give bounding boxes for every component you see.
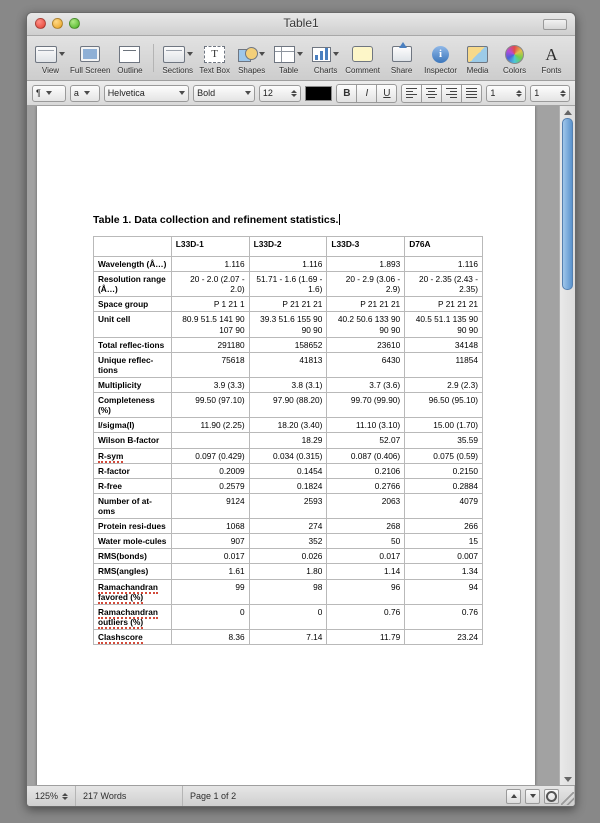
table-cell[interactable]: 8.36 bbox=[171, 629, 249, 644]
table-cell[interactable]: 18.29 bbox=[249, 433, 327, 448]
table-cell[interactable]: 907 bbox=[171, 534, 249, 549]
toolbar-label-inspector: Inspector bbox=[424, 66, 458, 75]
media-icon bbox=[467, 43, 488, 65]
toolbar-item-comment[interactable] bbox=[345, 41, 380, 75]
table-row-label bbox=[94, 448, 172, 463]
table-row-label: Wilson B-factor bbox=[94, 433, 172, 448]
toolbar-label-fonts: Fonts bbox=[541, 66, 562, 75]
align-left-button[interactable] bbox=[401, 84, 421, 103]
fullscreen-icon bbox=[80, 43, 100, 65]
sections-icon bbox=[163, 43, 193, 65]
gear-icon[interactable] bbox=[544, 789, 559, 804]
misspelled-word: R-sym bbox=[98, 450, 124, 461]
table-cell[interactable]: 0 bbox=[249, 604, 327, 629]
format-bar bbox=[27, 81, 575, 106]
stepper-icon[interactable] bbox=[291, 90, 297, 97]
window-title: Table1 bbox=[283, 16, 319, 30]
table-icon bbox=[274, 43, 303, 65]
line-spacing-value: 1 bbox=[490, 88, 496, 98]
chevron-down-icon bbox=[46, 91, 52, 95]
table-row-label: Space group bbox=[94, 297, 172, 312]
align-right-button[interactable] bbox=[441, 84, 461, 103]
table-header-row bbox=[94, 237, 483, 257]
toolbar-label-view: View bbox=[41, 66, 60, 75]
table-cell[interactable]: 274 bbox=[249, 519, 327, 534]
table-cell[interactable]: 23610 bbox=[327, 337, 405, 352]
columns-stepper-icon[interactable] bbox=[560, 90, 566, 97]
share-icon bbox=[392, 43, 412, 65]
table-cell[interactable]: 0.1824 bbox=[249, 478, 327, 493]
table-header-l33d-3: L33D-3 bbox=[327, 237, 405, 257]
toolbar-item-share[interactable] bbox=[384, 41, 419, 75]
text-style-buttons bbox=[336, 84, 397, 103]
toolbar-label-share: Share bbox=[390, 66, 413, 75]
table-row[interactable] bbox=[94, 534, 483, 549]
toolbar-label-comment: Comment bbox=[345, 66, 380, 75]
table-cell[interactable]: 1.34 bbox=[405, 564, 483, 579]
table-row-label: Water mole-cules bbox=[94, 534, 172, 549]
table-row[interactable] bbox=[94, 297, 483, 312]
table-cell[interactable]: 266 bbox=[405, 519, 483, 534]
table-row[interactable] bbox=[94, 579, 483, 604]
table-row-label bbox=[94, 604, 172, 629]
table-cell[interactable]: 3.9 (3.3) bbox=[171, 377, 249, 392]
chart-icon bbox=[312, 43, 339, 65]
table-cell[interactable]: 0.007 bbox=[405, 549, 483, 564]
scroll-down-arrow-icon[interactable] bbox=[560, 773, 575, 785]
table-row[interactable] bbox=[94, 272, 483, 297]
table-row-label: Protein resi-dues bbox=[94, 519, 172, 534]
document-area bbox=[27, 106, 575, 785]
table-row[interactable] bbox=[94, 549, 483, 564]
toolbar-toggle-button[interactable] bbox=[543, 19, 567, 30]
table-cell[interactable]: 2.9 (2.3) bbox=[405, 377, 483, 392]
page-title bbox=[93, 214, 340, 226]
text-cursor bbox=[339, 214, 340, 225]
toolbar-item-shapes[interactable] bbox=[234, 41, 269, 75]
underline-button[interactable]: U bbox=[376, 84, 397, 103]
table-row[interactable] bbox=[94, 418, 483, 433]
table-caption: Table 1. Data collection and refinement statistics. bbox=[93, 214, 339, 226]
table-cell[interactable]: 352 bbox=[249, 534, 327, 549]
table-cell[interactable]: 0.76 bbox=[405, 604, 483, 629]
table-cell[interactable]: 15 bbox=[405, 534, 483, 549]
paragraph-style-menu[interactable] bbox=[32, 85, 66, 102]
table-row[interactable] bbox=[94, 564, 483, 579]
color-wheel-icon bbox=[505, 43, 524, 65]
shapes-icon bbox=[238, 43, 265, 65]
chevron-down-icon-4 bbox=[245, 91, 251, 95]
table-row-label: Total reflec-tions bbox=[94, 337, 172, 352]
table-cell[interactable]: 0.017 bbox=[327, 549, 405, 564]
line-spacing-stepper[interactable] bbox=[486, 85, 526, 102]
table-cell[interactable]: 35.59 bbox=[405, 433, 483, 448]
toolbar-label-full-screen: Full Screen bbox=[69, 66, 111, 75]
toolbar-label-table: Table bbox=[279, 66, 299, 75]
align-justify-button[interactable] bbox=[461, 84, 482, 103]
font-family-value: Helvetica bbox=[107, 88, 145, 98]
table-cell[interactable]: P 21 21 21 bbox=[405, 297, 483, 312]
table-cell[interactable]: P 1 21 1 bbox=[171, 297, 249, 312]
italic-button[interactable]: I bbox=[356, 84, 376, 103]
misspelled-word: Ramachandran favored (%) bbox=[98, 581, 158, 602]
table-cell[interactable]: 34148 bbox=[405, 337, 483, 352]
table-cell[interactable]: 291180 bbox=[171, 337, 249, 352]
table-cell[interactable]: 40.5 51.1 135 90 90 90 bbox=[405, 312, 483, 337]
toolbar-label-outline: Outline bbox=[117, 66, 143, 75]
table-cell[interactable]: 39.3 51.6 155 90 90 90 bbox=[249, 312, 327, 337]
zoom-stepper-icon[interactable] bbox=[62, 793, 68, 800]
table-cell[interactable]: 0.034 (0.315) bbox=[249, 448, 327, 463]
next-page-button[interactable] bbox=[525, 789, 540, 804]
table-cell[interactable]: 158652 bbox=[249, 337, 327, 352]
table-row[interactable] bbox=[94, 478, 483, 493]
page-navigation bbox=[506, 789, 567, 804]
page-scroll-region[interactable] bbox=[27, 106, 559, 785]
table-cell[interactable]: 40.2 50.6 133 90 90 90 bbox=[327, 312, 405, 337]
page-indicator bbox=[183, 786, 575, 806]
text-color-swatch[interactable] bbox=[305, 86, 333, 101]
table-cell[interactable] bbox=[171, 433, 249, 448]
page-indicator-value: Page 1 of 2 bbox=[190, 791, 237, 801]
bold-button[interactable]: B bbox=[336, 84, 356, 103]
table-cell[interactable]: 15.00 (1.70) bbox=[405, 418, 483, 433]
table-cell[interactable]: 98 bbox=[249, 579, 327, 604]
toolbar-label-colors: Colors bbox=[502, 66, 527, 75]
scroll-up-arrow-icon[interactable] bbox=[560, 106, 575, 118]
table-cell[interactable]: 41813 bbox=[249, 352, 327, 377]
table-cell[interactable]: 1.893 bbox=[327, 257, 405, 272]
table-cell[interactable]: 0.2884 bbox=[405, 478, 483, 493]
table-header-l33d-2: L33D-2 bbox=[249, 237, 327, 257]
columns-stepper[interactable] bbox=[530, 85, 570, 102]
table-cell[interactable]: 1.116 bbox=[405, 257, 483, 272]
toolbar-item-table[interactable] bbox=[271, 41, 306, 75]
table-cell[interactable]: 2063 bbox=[327, 493, 405, 518]
table-cell[interactable]: 0.1454 bbox=[249, 463, 327, 478]
table-cell[interactable]: 96 bbox=[327, 579, 405, 604]
toolbar-item-outline[interactable] bbox=[112, 41, 147, 75]
toolbar-item-charts[interactable] bbox=[308, 41, 343, 75]
font-style-menu[interactable] bbox=[193, 85, 255, 102]
table-row-label bbox=[94, 629, 172, 644]
toolbar-item-sections[interactable] bbox=[160, 41, 195, 75]
table-body bbox=[94, 257, 483, 645]
table-cell[interactable]: 268 bbox=[327, 519, 405, 534]
zoom-value: 125% bbox=[35, 791, 59, 801]
fonts-icon: A bbox=[545, 44, 558, 64]
table-cell[interactable]: 2593 bbox=[249, 493, 327, 518]
table-cell[interactable]: 11.79 bbox=[327, 629, 405, 644]
table-cell[interactable]: 1.61 bbox=[171, 564, 249, 579]
table-cell[interactable]: 0.2150 bbox=[405, 463, 483, 478]
info-circle-icon: i bbox=[432, 43, 449, 65]
previous-page-button[interactable] bbox=[506, 789, 521, 804]
table-row[interactable] bbox=[94, 377, 483, 392]
table-row-label: Completeness (%) bbox=[94, 393, 172, 418]
chevron-down-icon-3 bbox=[179, 91, 185, 95]
table-row[interactable] bbox=[94, 393, 483, 418]
table-cell[interactable]: 1068 bbox=[171, 519, 249, 534]
table-cell[interactable]: 18.20 (3.40) bbox=[249, 418, 327, 433]
toolbar-item-fonts[interactable] bbox=[534, 41, 569, 75]
list-style-value: a bbox=[73, 88, 79, 98]
table-cell[interactable]: 4079 bbox=[405, 493, 483, 518]
table-cell[interactable]: 0.075 (0.59) bbox=[405, 448, 483, 463]
table-cell[interactable]: 0.026 bbox=[249, 549, 327, 564]
table-cell[interactable]: 75618 bbox=[171, 352, 249, 377]
table-row-label: I/sigma(I) bbox=[94, 418, 172, 433]
document-window bbox=[26, 12, 576, 807]
table-cell[interactable]: 0 bbox=[171, 604, 249, 629]
toolbar-item-text-box[interactable] bbox=[197, 41, 232, 75]
word-count-value: 217 Words bbox=[83, 791, 127, 801]
statistics-table[interactable] bbox=[93, 236, 483, 645]
table-row[interactable] bbox=[94, 433, 483, 448]
table-row[interactable] bbox=[94, 604, 483, 629]
table-cell[interactable]: 3.8 (3.1) bbox=[249, 377, 327, 392]
table-cell[interactable]: 94 bbox=[405, 579, 483, 604]
table-cell[interactable]: 1.14 bbox=[327, 564, 405, 579]
title-bar[interactable] bbox=[27, 13, 575, 36]
table-cell[interactable]: 0.2009 bbox=[171, 463, 249, 478]
table-cell[interactable]: 99 bbox=[171, 579, 249, 604]
table-cell[interactable]: 1.116 bbox=[249, 257, 327, 272]
table-row-label: RMS(bonds) bbox=[94, 549, 172, 564]
toolbar-item-colors[interactable] bbox=[497, 41, 532, 75]
table-cell[interactable]: 20 - 2.0 (2.07 - 2.0) bbox=[171, 272, 249, 297]
misspelled-word: Ramachandran outliers (%) bbox=[98, 606, 158, 627]
table-cell[interactable]: 9124 bbox=[171, 493, 249, 518]
table-row[interactable] bbox=[94, 337, 483, 352]
table-row[interactable] bbox=[94, 352, 483, 377]
table-cell[interactable]: 0.76 bbox=[327, 604, 405, 629]
table-cell[interactable]: 11.10 (3.10) bbox=[327, 418, 405, 433]
table-cell[interactable]: 0.2766 bbox=[327, 478, 405, 493]
table-row-label: R-free bbox=[94, 478, 172, 493]
font-style-value: Bold bbox=[197, 88, 216, 98]
table-cell[interactable]: 0.087 (0.406) bbox=[327, 448, 405, 463]
toolbar-label-media: Media bbox=[466, 66, 489, 75]
table-cell[interactable]: 11854 bbox=[405, 352, 483, 377]
table-cell[interactable]: 1.80 bbox=[249, 564, 327, 579]
table-row-label: RMS(angles) bbox=[94, 564, 172, 579]
columns-value: 1 bbox=[534, 88, 540, 98]
comment-icon bbox=[352, 43, 373, 65]
table-row-label: Wavelength (Å…) bbox=[94, 257, 172, 272]
table-cell[interactable]: 0.2106 bbox=[327, 463, 405, 478]
misspelled-word: Clashscore bbox=[98, 631, 143, 642]
font-size-value: 12 bbox=[262, 88, 273, 98]
align-center-button[interactable] bbox=[421, 84, 441, 103]
list-style-menu[interactable] bbox=[70, 85, 100, 102]
status-bar bbox=[27, 785, 575, 806]
table-cell[interactable]: 80.9 51.5 141 90 107 90 bbox=[171, 312, 249, 337]
table-cell[interactable]: 99.70 (99.90) bbox=[327, 393, 405, 418]
table-header-l33d-1: L33D-1 bbox=[171, 237, 249, 257]
table-row-label: Number of at-oms bbox=[94, 493, 172, 518]
toolbar-item-media[interactable] bbox=[460, 41, 495, 75]
table-row-label: Unit cell bbox=[94, 312, 172, 337]
table-cell[interactable]: 96.50 (95.10) bbox=[405, 393, 483, 418]
table-row-label: Resolution range (Å…) bbox=[94, 272, 172, 297]
table-cell[interactable]: 20 - 2.9 (3.06 - 2.9) bbox=[327, 272, 405, 297]
table-header-d76a: D76A bbox=[405, 237, 483, 257]
table-cell[interactable]: 0.2579 bbox=[171, 478, 249, 493]
zoom-control[interactable] bbox=[33, 786, 76, 806]
font-family-menu[interactable] bbox=[104, 85, 189, 102]
paragraph-style-value: ¶ bbox=[36, 88, 41, 98]
document-page[interactable] bbox=[37, 106, 535, 785]
toolbar-item-view[interactable] bbox=[33, 41, 68, 75]
toolbar-item-inspector[interactable] bbox=[423, 41, 458, 75]
table-header-corner bbox=[94, 237, 172, 257]
toolbar-label-sections: Sections bbox=[162, 66, 194, 75]
toolbar-label-shapes: Shapes bbox=[238, 66, 266, 75]
table-cell[interactable]: 0.097 (0.429) bbox=[171, 448, 249, 463]
table-row[interactable] bbox=[94, 519, 483, 534]
table-cell[interactable]: 7.14 bbox=[249, 629, 327, 644]
table-cell[interactable]: 6430 bbox=[327, 352, 405, 377]
font-size-stepper[interactable] bbox=[259, 85, 301, 102]
table-cell[interactable]: 11.90 (2.25) bbox=[171, 418, 249, 433]
toolbar-label-charts: Charts bbox=[313, 66, 338, 75]
main-toolbar bbox=[27, 36, 575, 81]
table-row[interactable] bbox=[94, 493, 483, 518]
table-row-label: R-factor bbox=[94, 463, 172, 478]
table-cell[interactable]: 1.116 bbox=[171, 257, 249, 272]
scrollbar-thumb[interactable] bbox=[562, 118, 573, 290]
table-row[interactable] bbox=[94, 463, 483, 478]
vertical-scrollbar[interactable] bbox=[559, 106, 575, 785]
table-cell[interactable]: 99.50 (97.10) bbox=[171, 393, 249, 418]
table-row[interactable] bbox=[94, 257, 483, 272]
alignment-buttons bbox=[401, 84, 482, 103]
table-cell[interactable]: 51.71 - 1.6 (1.69 - 1.6) bbox=[249, 272, 327, 297]
table-row-label: Multiplicity bbox=[94, 377, 172, 392]
table-cell[interactable]: 20 - 2.35 (2.43 - 2.35) bbox=[405, 272, 483, 297]
resize-grip[interactable] bbox=[561, 792, 574, 805]
table-row-label bbox=[94, 579, 172, 604]
word-count bbox=[76, 786, 183, 806]
table-cell[interactable]: 23.24 bbox=[405, 629, 483, 644]
table-row[interactable] bbox=[94, 448, 483, 463]
table-row[interactable] bbox=[94, 312, 483, 337]
chevron-down-icon-2 bbox=[84, 91, 90, 95]
toolbar-item-full-screen[interactable] bbox=[70, 41, 110, 75]
line-spacing-stepper-icon[interactable] bbox=[516, 90, 522, 97]
outline-icon bbox=[119, 43, 140, 65]
table-cell[interactable]: P 21 21 21 bbox=[249, 297, 327, 312]
table-cell[interactable]: P 21 21 21 bbox=[327, 297, 405, 312]
table-row[interactable] bbox=[94, 629, 483, 644]
table-cell[interactable]: 3.7 (3.6) bbox=[327, 377, 405, 392]
toolbar-label-text-box: Text Box bbox=[199, 66, 231, 75]
table-cell[interactable]: 52.07 bbox=[327, 433, 405, 448]
table-row-label: Unique reflec-tions bbox=[94, 352, 172, 377]
table-cell[interactable]: 50 bbox=[327, 534, 405, 549]
toolbar-divider-1 bbox=[153, 44, 154, 72]
table-cell[interactable]: 0.017 bbox=[171, 549, 249, 564]
table-cell[interactable]: 97.90 (88.20) bbox=[249, 393, 327, 418]
view-icon bbox=[35, 43, 65, 65]
textbox-icon: T bbox=[204, 43, 225, 65]
